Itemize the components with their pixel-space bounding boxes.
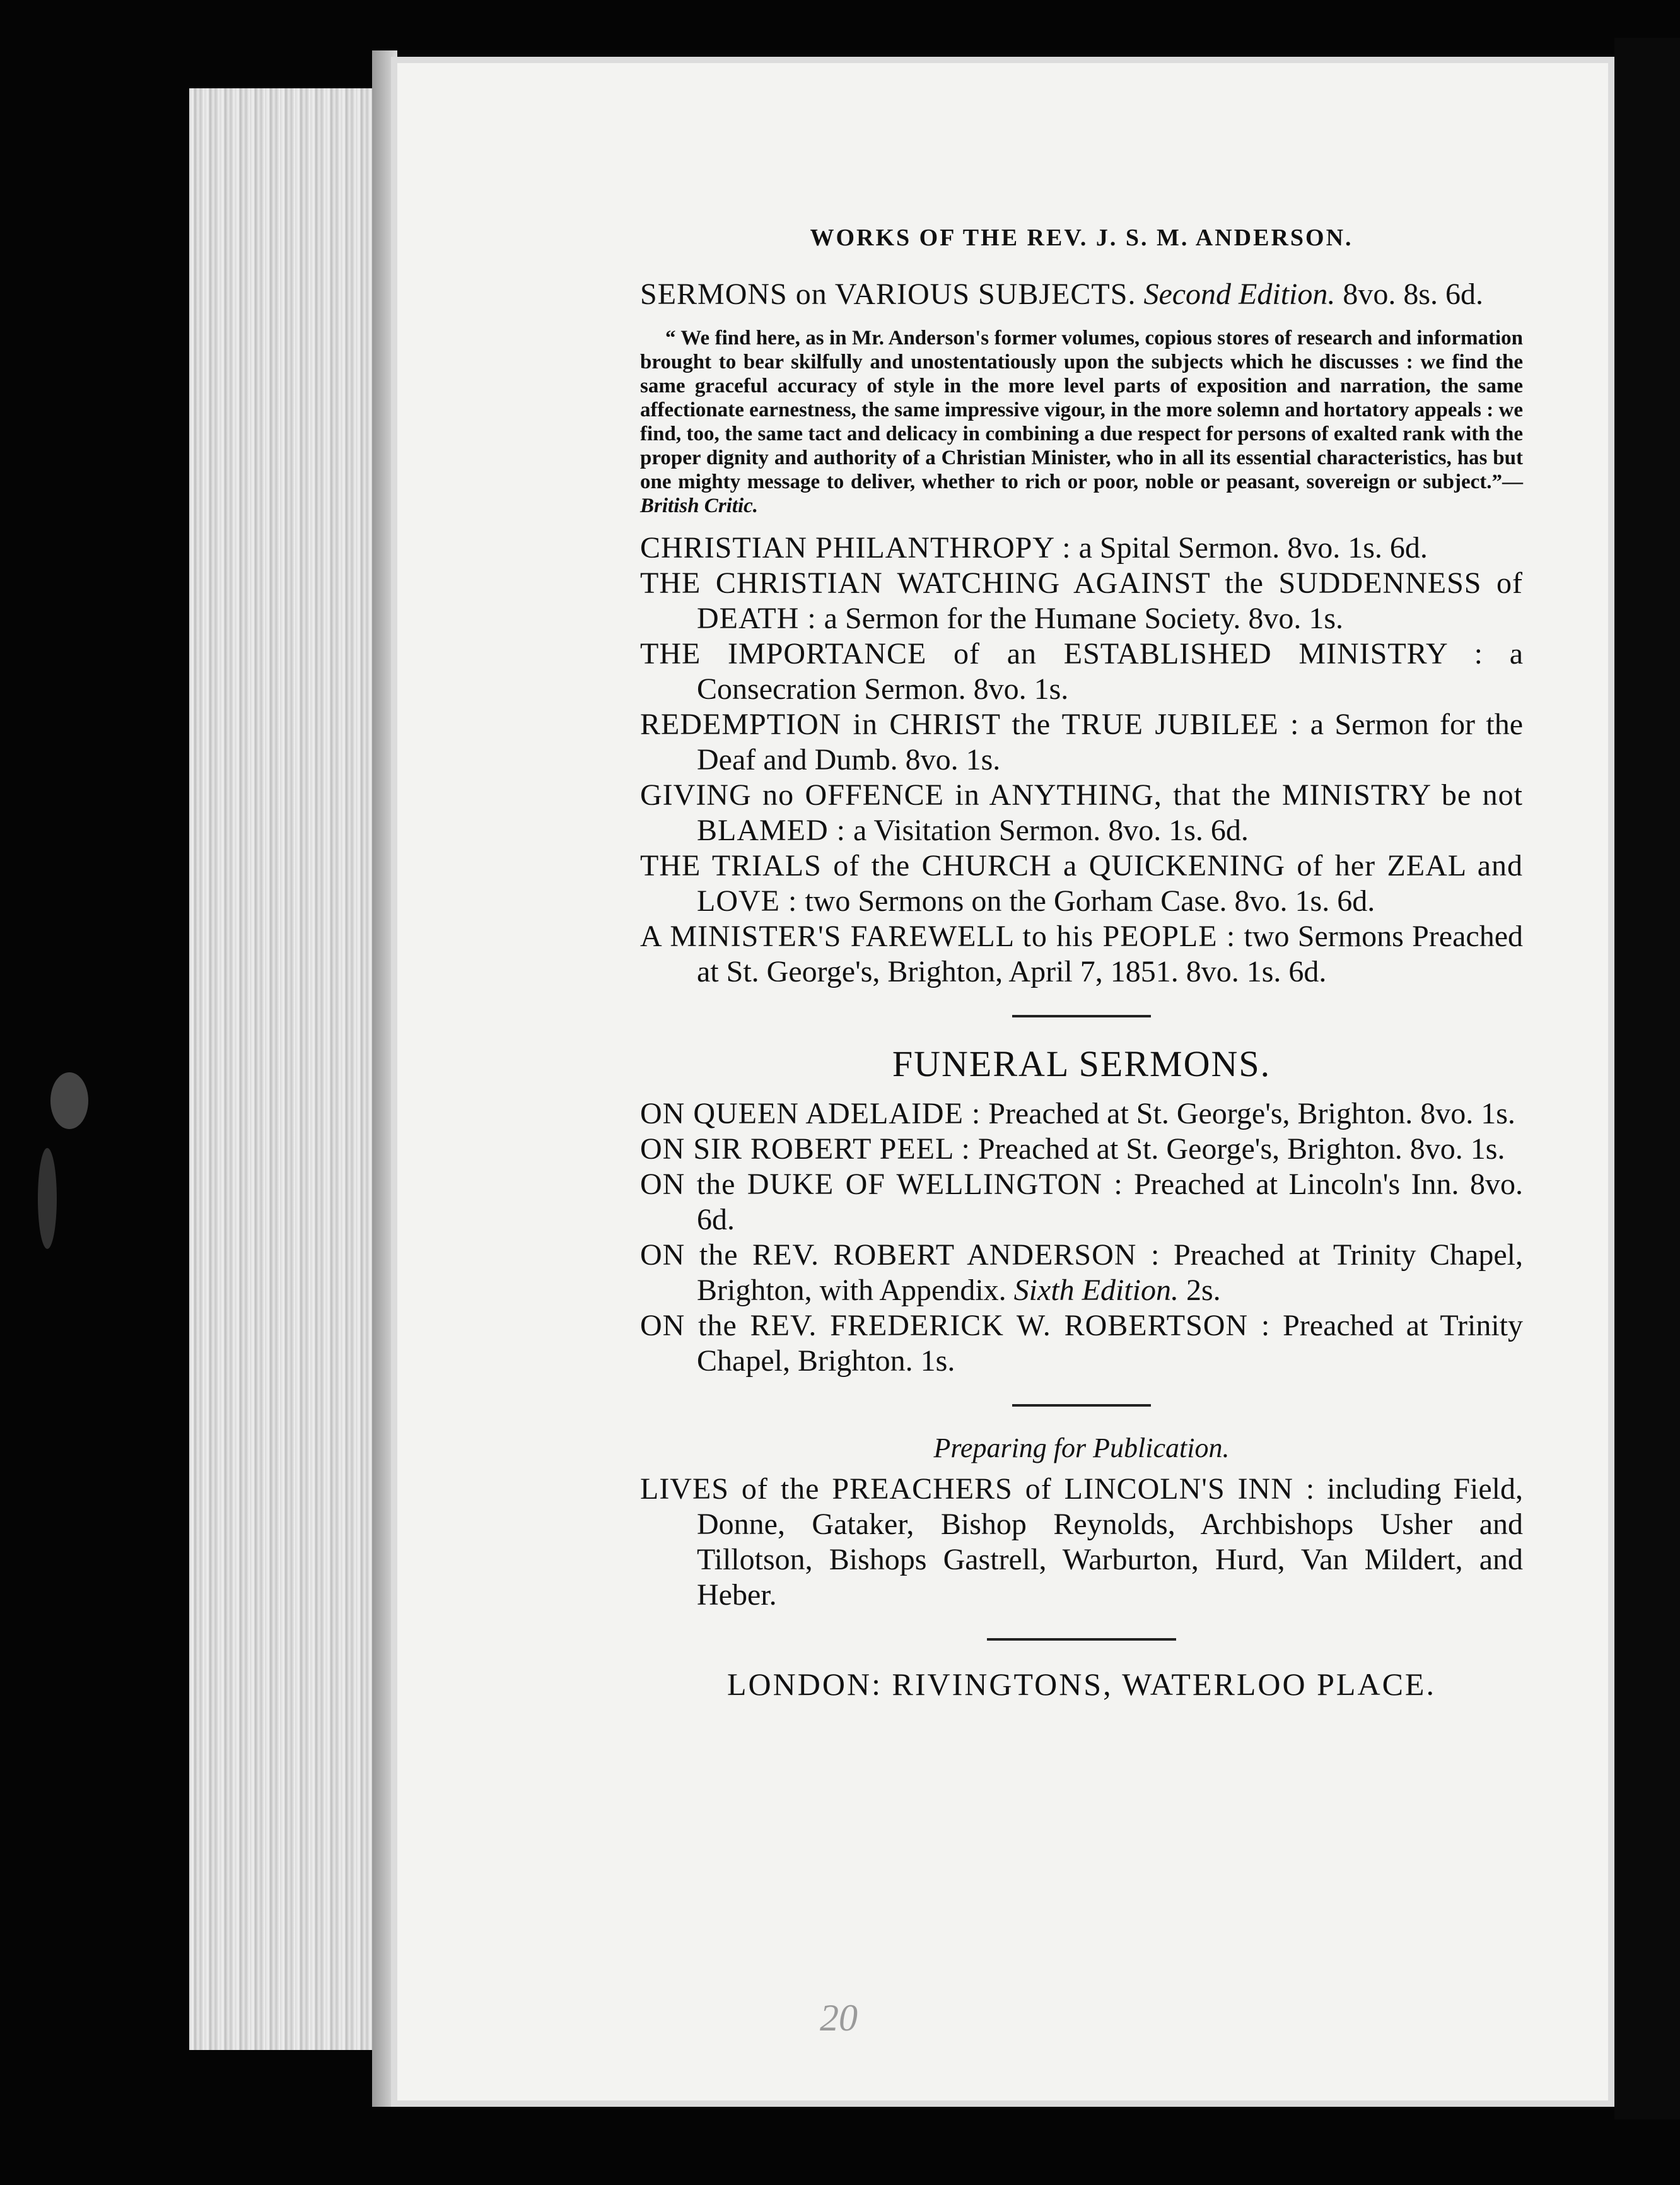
pencil-annotation: 20 xyxy=(820,1997,858,2039)
work-title: THE TRIALS of the CHURCH a QUICKENING of her ZEAL and LOVE : xyxy=(640,849,1523,918)
work-entry xyxy=(640,566,1523,636)
funeral-title: ON the REV. ROBERT ANDERSON : xyxy=(640,1238,1160,1272)
work-title: SERMONS on VARIOUS SUBJECTS. xyxy=(640,278,1136,311)
funeral-title: ON the REV. FREDERICK W. ROBERTSON : xyxy=(640,1309,1271,1342)
funeral-entry xyxy=(640,1096,1523,1132)
work-entry xyxy=(640,848,1523,919)
work-details: a Sermon for the Humane Society. 8vo. 1s. xyxy=(824,602,1344,635)
work-details: a Visitation Sermon. 8vo. 1s. 6d. xyxy=(853,814,1249,847)
section-divider xyxy=(1012,1015,1151,1017)
work-details: two Sermons Preached at St. George's, Brighton, April 7, 1851. 8vo. 1s. 6d. xyxy=(697,920,1524,988)
funeral-details: Preached at Lincoln's Inn. 8vo. 6d. xyxy=(697,1168,1523,1236)
funeral-title: ON QUEEN ADELAIDE : xyxy=(640,1097,981,1130)
funeral-entry xyxy=(640,1238,1523,1308)
work-details: 8vo. 8s. 6d. xyxy=(1343,278,1484,311)
work-title: GIVING no OFFENCE in ANYTHING, that the MINISTRY be not BLAMED : xyxy=(640,778,1523,847)
work-entry xyxy=(640,707,1523,778)
work-details: a Spital Sermon. 8vo. 1s. 6d. xyxy=(1078,531,1428,565)
section-divider xyxy=(1012,1404,1151,1407)
funeral-title: ON SIR ROBERT PEEL : xyxy=(640,1132,971,1166)
work-entry xyxy=(640,919,1523,990)
work-title: THE CHRISTIAN WATCHING AGAINST the SUDDENNESS of DEATH : xyxy=(640,566,1523,635)
scan-artifact xyxy=(50,1072,88,1129)
preparing-label: Preparing for Publication. xyxy=(933,1432,1230,1463)
funeral-entry xyxy=(640,1167,1523,1238)
scan-artifact xyxy=(38,1148,57,1249)
work-title: CHRISTIAN PHILANTHROPY : xyxy=(640,531,1071,565)
funeral-price: 2s. xyxy=(1186,1274,1221,1307)
funeral-details: Preached at Trinity Chapel, Brighton. 1s. xyxy=(697,1309,1524,1378)
funeral-title: ON the DUKE OF WELLINGTON : xyxy=(640,1168,1123,1201)
review-source: British Critic. xyxy=(640,495,759,517)
work-details: a Consecration Sermon. 8vo. 1s. xyxy=(697,637,1524,706)
work-entry xyxy=(640,778,1523,848)
work-title: THE IMPORTANCE of an ESTABLISHED MINISTRY : xyxy=(640,637,1483,671)
work-details: a Sermon for the Deaf and Dumb. 8vo. 1s. xyxy=(697,708,1524,776)
work-entry xyxy=(640,530,1523,566)
funeral-details: Preached at St. George's, Brighton. 8vo. 1s. xyxy=(988,1097,1515,1130)
page-content xyxy=(640,224,1523,1702)
funeral-entry xyxy=(640,1308,1523,1379)
work-details: two Sermons on the Gorham Case. 8vo. 1s. 6d. xyxy=(805,884,1375,918)
work-entry xyxy=(640,636,1523,707)
funeral-sermons-heading: FUNERAL SERMONS. xyxy=(892,1043,1271,1084)
work-edition: Second Edition. xyxy=(1143,278,1336,311)
funeral-entry xyxy=(640,1132,1523,1167)
funeral-details: Preached at St. George's, Brighton. 8vo. 1s. xyxy=(977,1132,1505,1166)
funeral-edition: Sixth Edition. xyxy=(1013,1274,1179,1307)
preparing-entry xyxy=(640,1472,1523,1613)
section-divider xyxy=(987,1638,1176,1641)
publisher-imprint: LONDON: RIVINGTONS, WATERLOO PLACE. xyxy=(727,1667,1436,1702)
book-page-edges xyxy=(189,88,378,2050)
review-quote xyxy=(640,326,1523,518)
right-margin-dark xyxy=(1614,38,1680,2119)
preparing-details: including Field, Donne, Gataker, Bishop Reynolds, Archbishops Usher and Tillotson, Bishops Gastrell, Warburton, Hurd, Van Mildert, and Heber. xyxy=(697,1472,1524,1612)
work-title: A MINISTER'S FAREWELL to his PEOPLE : xyxy=(640,920,1236,953)
review-text: “ We find here, as in Mr. Anderson's former volumes, copious stores of research and information brought to bear skilfully and unostentatiously upon the subjects which he discusses : we find the same graceful accuracy of style in the more level parts of exposition and narration, the same affectionate earnestness, the same impressive vigour, in the more solemn and hortatory appeals : we find, too, the same tact and delicacy in combining a due respect for persons of exalted rank with the proper dignity and authority of a Christian Minister, who in all its essential characteristics, has but one mighty message to deliver, whether to rich or poor, noble or peasant, sovereign or subject.”— xyxy=(640,327,1523,493)
preparing-title: LIVES of the PREACHERS of LINCOLN'S INN : xyxy=(640,1472,1315,1506)
page-header: WORKS OF THE REV. J. S. M. ANDERSON. xyxy=(810,225,1353,251)
funeral-details: Preached at Trinity Chapel, Brighton, with Appendix. xyxy=(697,1238,1523,1307)
work-entry xyxy=(640,277,1523,312)
work-title: REDEMPTION in CHRIST the TRUE JUBILEE : xyxy=(640,708,1300,741)
